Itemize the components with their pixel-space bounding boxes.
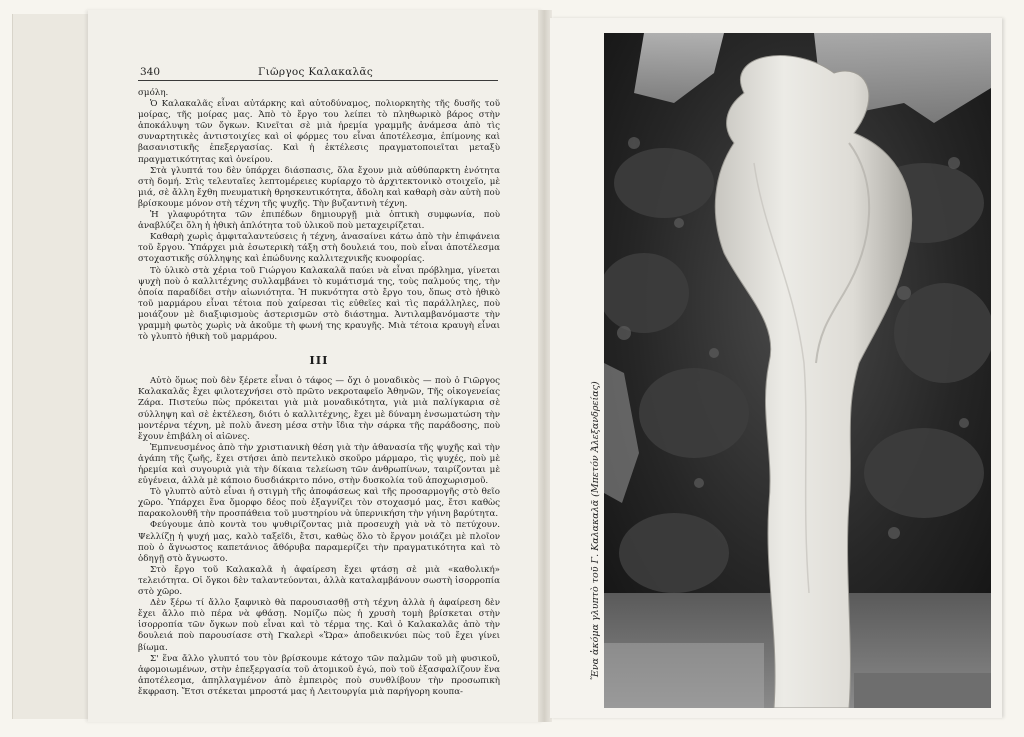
paragraph: Καθαρὴ χωρὶς ἀμφιταλαντεύσεις ἡ τέχνη, ἀνασαίνει κάτω ἀπὸ τὴν ἐπιφάνεια τοῦ ἔργου. Ὑπάρχει μιὰ ἐσωτερικὴ τάξη στὴ δουλειά του, ποὺ εἶναι ἀποτέλεσμα στοχαστικῆς σύλληψης καὶ ἐπώδυνης καλλιτεχνικῆς κυοφορίας. xyxy=(138,232,500,265)
photo-caption: Ἕνα ἀκόμα γλυπτὸ τοῦ Γ. Καλακαλᾶ (Μπετόν Ἀλεξανδρείας) xyxy=(590,381,601,680)
paragraph: Ἡ γλαφυρότητα τῶν ἐπιπέδων δημιουργῇ μιὰ ὀπτικὴ συμφωνία, ποὺ ἀναβλύζει ὅλη ἡ ἠθικὴ ἁπλότητα τοῦ ὑλικοῦ ποὺ μεταχειρίζεται. xyxy=(138,210,500,232)
page-header xyxy=(138,62,498,81)
paragraph: Στὸ ἔργο τοῦ Καλακαλᾶ ἡ ἀφαίρεση ἔχει φτάσῃ σὲ μιὰ «καθολική» τελειότητα. Οἱ ὄγκοι δὲν ταλαντεύονται, ἀλλὰ καταλαμβάνουν σωστὴ ἰσορροπία στὸ χῶρο. xyxy=(138,564,500,598)
paragraph: Ἐμπνευσμένος ἀπὸ τὴν χριστιανικὴ θέση γιὰ τὴν ἀθανασία τῆς ψυχῆς καὶ τὴν ἀγάπη τῆς ζωῆς, ἔχει στήσει ἀπὸ πεντελικὸ σκοῦρο μάρμαρο, τὶς ψυχές, ποὺ μὲ ἠρεμία καὶ συγουριὰ γιὰ τὴν δίκαια τελείωση τῶν ἀνθρωπίνων, ταιρίζονται μὲ εὐγένεια, ἀλλὰ μὲ κάποιο δυσδιάκριτο πόνο, στὴν δυσκολία τοῦ ἀποχωρισμοῦ. xyxy=(138,442,500,487)
paragraph: Δὲν ξέρω τί ἄλλο ξαφνικὸ θὰ παρουσιασθῇ στὴ τέχνη ἀλλὰ ἡ ἀφαίρεση δὲν ἔχει ἄλλο πιὸ πέρα νὰ φθάσῃ. Νομίζω πὼς ἡ χρυσὴ τομὴ βρίσκεται στὴν ἰσορροπία τῶν ὄγκων ποὺ εἶναι καὶ τὸ τέρμα της. Καὶ ὁ Καλακαλᾶς ἀπὸ τὴν δουλειά ποὺ παρουσίασε στὴ Γκαλερὶ «Ὥρα» ἀποδεικνύει πὼς τοῦ ἔχει γίνει βίωμα. xyxy=(138,598,500,653)
section-heading: III xyxy=(309,353,329,368)
sculpture-photo-icon xyxy=(604,33,991,708)
paragraph: Τὸ γλυπτὸ αὐτὸ εἶναι ἡ στιγμὴ τῆς ἀποφάσεως καὶ τῆς προσαρμογῆς στὸ θεῖο χῶρο. Ὑπάρχει ἕνα ὅμορφο δέος ποὺ ἐξαγνίζει τὸν στοχασμό μας, ἔτσι καθὼς παρακολουθῆ τὴν προσπάθεια τοῦ μυστηρίου νὰ ὑπερνικήση τὴν γήινη βαρύτητα. xyxy=(138,487,500,520)
paragraph: Στὰ γλυπτά του δὲν ὑπάρχει διάσπασις, ὅλα ἔχουν μιὰ αὐθύπαρκτη ἑνότητα στὴ δομή. Στὶς τελευταῖες λεπτομέρειες κυρίαρχο τὸ ἀρχιτεκτονικὸ στοιχεῖο, μὲ μιά, σὲ ἄλλη ἔχθη πνευματικὴ θρησκευτικότητα, ἄδολη καὶ καθαρὴ σὰν αὐτὴ ποὺ βρίσκουμε μόνον στὴ τέχνη τῆς ψυχῆς. Τὴν βυζαντινὴ τέχνη. xyxy=(138,165,500,209)
paragraph: Ὁ Καλακαλᾶς εἶναι αὐτάρκης καὶ αὐτοδύναμος, πολιορκητὴς τῆς δυσῆς τοῦ μοίρας, τῆς μοίρας μας. Ἀπὸ τὸ ἔργο του λείπει τὸ πληθωρικὸ βάρος στὴν ἀποκάλυψη τῶν ὄγκων. Κινεῖται σὲ μιὰ ἠρεμία γραμμῆς ἀνάμεσα ἀπὸ τὶς συναρτητικὲς ἀντιστοιχίες καὶ οἱ φόρμες του εἶναι ἀποτέλεσμα, ἐπίμονης καὶ βασανιστικῆς ἐπεξεργασίας. Καὶ ἡ ἐκτέλεσις πραγματοποιεῖται μεταξὺ πραγματικότητας καὶ ὀνείρου. xyxy=(138,99,500,165)
running-head: Γιῶργος Καλακαλᾶς xyxy=(258,66,374,78)
sculpture-photo xyxy=(604,33,991,708)
page-number: 340 xyxy=(140,66,161,78)
paragraph: Φεύγουμε ἀπὸ κοντὰ του ψυθιρίζοντας μιὰ προσευχὴ γιὰ νὰ τὸ πετύχουν. Ψελλίζῃ ἡ ψυχή μας, καλὸ ταξεῖδι, ἔτσι, καθὼς ὅλο τὸ ἔργον μοιάζει μὲ πλοῖον ποὺ ὁ ἄγνωστος καπετάνιος ἄθόρυβα παραμερίζει τὴν πραγματικότητα καὶ τὸ ὁδηγῇ στὸ ἄγνωστο. xyxy=(138,520,500,564)
paragraph: Τὸ ὑλικὸ στὰ χέρια τοῦ Γιώργου Καλακαλᾶ παύει νὰ εἶναι πρόβλημα, γίνεται ψυχὴ ποὺ ὁ καλλιτέχνης συλλαμβάνει τὸ κυμάτισμά της, τοὺς παλμούς της, τὴν ὁποία παραδίδει στὴν αἰωνιότητα. Ἡ πυκνότητα στὸ ἔργο του, ὅπως στὸ ἠθικὸ τοῦ μαρμάρου εἶναι τέτοια ποὺ χαίρεσαι τὶς εὐθεῖες καὶ τὶς παράλληλες, ποὺ μοιάζουν μὲ διαξιφισμοὺς ἀστερισμῶν στὸ διάστημα. Ἀντιλαμβανόμαστε τὴν γραμμὴ φωτὸς χωρὶς νὰ ἀκοῦμε τὴ φωνή της κραυγῆς. Μιὰ τέτοια κραυγὴ εἶναι τὸ γλυπτὸ ἠθικὴ τοῦ μαρμάρου. xyxy=(138,265,500,343)
body-text xyxy=(138,88,500,698)
paragraph: Σ' ἕνα ἄλλο γλυπτό του τὸν βρίσκουμε κάτοχο τῶν παλμῶν τοῦ μὴ φυσικοῦ, ἀφομοιωμένων, στὴν ἐπεξεργασία τοῦ ἀτομικοῦ ἐγώ, ποὺ τοῦ ἐξασφαλίζουν ἕνα ἀποτέλεσμα, ἀπηλλαγμένον ἀπὸ ἐμπειρὸς ποὺ συνθλίβουν τὴν προσωπικὴ ἔκφραση. Ἔτσι στέκεται μπροστά μας ἡ Λειτουργία μιὰ παρήγορη κουπα- xyxy=(138,653,500,697)
paragraph: Αὐτὸ ὅμως ποὺ δὲν ξέρετε εἶναι ὁ τάφος — ὄχι ὁ μοναδικὸς — ποὺ ὁ Γιῶργος Καλακαλᾶς ἔχει φιλοτεχνήσει στὸ πρῶτο νεκροταφεῖο Ἀθηνῶν, Τῆς οἰκογενείας Ζάρα. Πιστεύω πὼς πρόκειται γιὰ μιὰ μοναδικότητα, γιὰ μιὰ παλίγκαρια σὲ σύλληψη καὶ σὲ ἐκτέλεση, διότι ὁ καλλιτέχνης, ἔχει μὲ δύναμη ἐνσωματώση τὴν μοντέρνα τέχνη, μὲ πολὺ ἄνεση μέσα στὴν ἴδια τὴν σάρκα τῆς παράδοσης, ποὺ ἔχουν ἐπιβάλη οἱ αἰῶνες. xyxy=(138,376,500,442)
paragraph: σμόλη. xyxy=(138,88,169,98)
page-stack-edge xyxy=(12,14,93,719)
